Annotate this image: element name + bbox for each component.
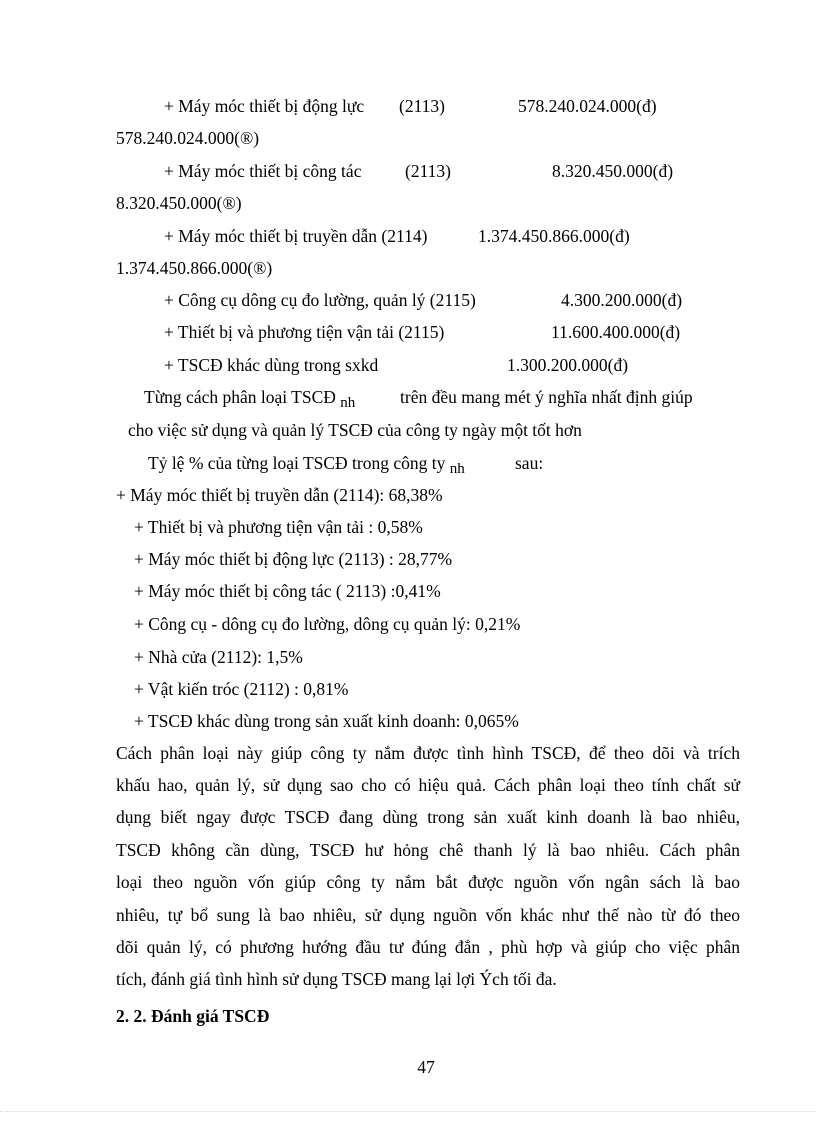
ratio-item: + Máy móc thiết bị công tác ( 2113) :0,41% [134,581,441,601]
ratio-item: + Máy móc thiết bị truyền dẫn (2114): 68,38% [116,485,443,505]
summary-line-1-end: trên đều mang mét ý nghĩa nhất định giúp [400,387,693,407]
ratio-intro: Tỷ lệ % của từng loại TSCĐ trong công ty nh [148,453,465,477]
asset-line-value: 578.240.024.000(đ) [518,96,657,116]
paragraph-line: Cách phân loại này giúp công ty nắm được tình hình TSCĐ, để theo dõi và trích [116,743,740,763]
asset-line-value: 8.320.450.000(đ) [552,161,674,181]
page-bottom-border [0,1111,816,1112]
summary-line-1: Từng cách phân loại TSCĐ nh [144,387,356,411]
paragraph-line: TSCĐ không cần dùng, TSCĐ hư hỏng chê thanh lý là bao nhiêu. Cách phân [116,840,740,860]
section-heading: 2. 2. Đánh giá TSCĐ [116,1006,270,1026]
ratio-item: + TSCĐ khác dùng trong sản xuất kinh doanh: 0,065% [134,711,519,731]
ratio-item: + Vật kiến tróc (2112) : 0,81% [134,679,349,699]
asset-line-value: 1.300.200.000(đ) [507,355,629,375]
asset-line-carry: 578.240.024.000(®) [116,128,260,148]
asset-line-carry: 1.374.450.866.000(®) [116,258,273,278]
paragraph-line: dụng biết ngay được TSCĐ đang dùng trong sản xuất kinh doanh là bao nhiêu, [116,807,740,827]
asset-line-code: (2113) [405,161,452,181]
ratio-item: + Công cụ - dông cụ đo lường, dông cụ quản lý: 0,21% [134,614,521,634]
asset-line-item: + Máy móc thiết bị truyền dẫn (2114) [164,226,428,246]
asset-line-item: + Máy móc thiết bị công tác [164,161,362,181]
ratio-item: + Nhà cửa (2112): 1,5% [134,647,303,667]
ratio-intro-end: sau: [515,453,544,473]
asset-line-value: 1.374.450.866.000(đ) [478,226,630,246]
asset-line-value: 11.600.400.000(đ) [551,322,681,342]
asset-line-item: + Máy móc thiết bị động lực [164,96,365,116]
asset-line-item: + TSCĐ khác dùng trong sxkd [164,355,379,375]
asset-line-code: (2113) [399,96,446,116]
ratio-item: + Thiết bị và phương tiện vận tải : 0,58% [134,517,423,537]
asset-line-value: 4.300.200.000(đ) [561,290,683,310]
asset-line-item: + Công cụ dông cụ đo lường, quản lý (2115) [164,290,476,310]
ratio-item: + Máy móc thiết bị động lực (2113) : 28,77% [134,549,453,569]
paragraph-line: dõi quản lý, có phương hướng đầu tư đúng đắn , phù hợp và giúp cho việc phân [116,937,740,957]
paragraph-line: tích, đánh giá tình hình sử dụng TSCĐ mang lại lợi Ých tối đa. [116,969,557,989]
paragraph-line: nhiêu, tự bổ sung là bao nhiêu, sử dụng nguồn vốn khác như thế nào từ đó theo [116,905,740,925]
summary-line-2: cho việc sử dụng và quản lý TSCĐ của công ty ngày một tốt hơn [128,420,582,440]
asset-line-carry: 8.320.450.000(®) [116,193,242,213]
paragraph-line: khấu hao, quản lý, sử dụng sao cho có hiệu quả. Cách phân loại theo tính chất sử [116,775,740,795]
asset-line-item: + Thiết bị và phương tiện vận tải (2115) [164,322,445,342]
page-number: 47 [417,1057,435,1077]
paragraph-line: loại theo nguồn vốn giúp công ty nắm bắt được nguồn vốn ngân sách là bao [116,872,740,892]
